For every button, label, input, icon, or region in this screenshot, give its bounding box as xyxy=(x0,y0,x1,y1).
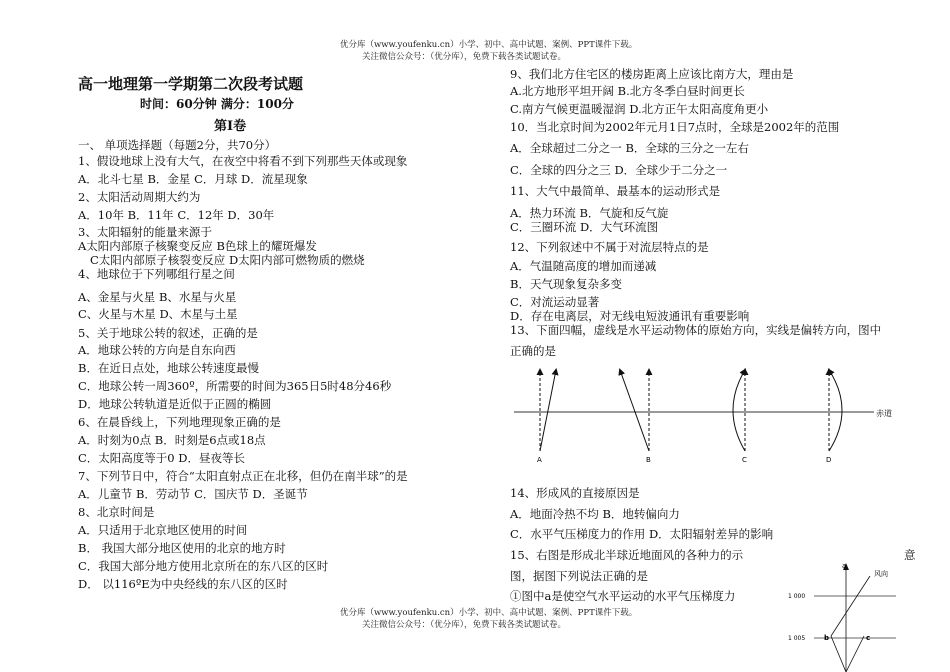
left-line: B．在近日点处，地球公转速度最慢 xyxy=(78,361,259,375)
figure-b-solid-arrow xyxy=(620,370,649,451)
right-line: 9、我们北方住宅区的楼房距离上应该比南方大，理由是 xyxy=(510,67,794,81)
left-line: 6、在晨昏线上，下列地理现象正确的是 xyxy=(78,415,281,429)
force-b-label: b xyxy=(824,634,830,642)
right-line: 14、形成风的直接原因是 xyxy=(510,486,640,500)
right-line: C．水平气压梯度力的作用 D．太阳辐射差异的影响 xyxy=(510,527,774,541)
right-line: 11、大气中最简单、最基本的运动形式是 xyxy=(510,184,721,198)
left-line: 5、关于地球公转的叙述，正确的是 xyxy=(78,326,258,340)
left-line: A．时刻为0点 B．时刻是6点或18点 xyxy=(78,433,266,447)
right-line: 图，据图下列说法正确的是 xyxy=(510,569,648,583)
left-line: A．北斗七星 B．金星 C．月球 D．流星现象 xyxy=(78,172,308,186)
left-line: A．只适用于北京地区使用的时间 xyxy=(78,523,248,537)
exam-title: 高一地理第一学期第二次段考试题 xyxy=(78,75,304,93)
right-line: 10．当北京时间为2002年元月1日7点时，全球是2002年的范围 xyxy=(510,120,840,134)
left-line: 8、北京时间是 xyxy=(78,505,155,519)
footer-line-2: 关注微信公众号：（优分库），免费下载各类试题试卷。 xyxy=(362,620,567,630)
left-line: 3、太阳辐射的能量来源于 xyxy=(78,225,212,239)
force-a-label: a xyxy=(842,562,847,570)
right-line: 12、下列叙述中不属于对流层特点的是 xyxy=(510,240,709,254)
header-line-2: 关注微信公众号：（优分库），免费下载各类试题试卷。 xyxy=(362,52,567,62)
figure-a-solid-arrow xyxy=(540,370,556,451)
left-line: A、金星与火星 B、水星与火星 xyxy=(78,290,237,304)
right-line: D．存在电离层，对无线电短波通讯有重要影响 xyxy=(510,309,750,323)
right-line: B．天气现象复杂多变 xyxy=(510,277,622,291)
figure-label-b: B xyxy=(646,456,651,464)
left-line: C．我国大部分地方使用北京所在的东八区的区时 xyxy=(78,559,329,573)
wind-label: 风向 xyxy=(874,570,888,578)
right-line: 15、右图是形成北半球近地面风的各种力的示 xyxy=(510,548,744,562)
right-line: 正确的是 xyxy=(510,344,556,358)
section-title: 第Ⅰ卷 xyxy=(214,119,247,134)
right-line: A．地面冷热不均 B．地转偏向力 xyxy=(510,507,680,521)
isobar-label-1005: 1 005 xyxy=(788,635,806,642)
left-line: C太阳内部原子核裂变反应 D太阳内部可燃物质的燃烧 xyxy=(90,253,365,267)
header-line-1: 优分库（www.youfenku.cn）小学、初中、高中试题、案例、PPT课件下载。 xyxy=(340,40,638,50)
left-line: 4、地球位于下列哪组行星之间 xyxy=(78,267,235,281)
right-line: 13、下面四幅，虚线是水平运动物体的原始方向，实线是偏转方向，图中 xyxy=(510,323,882,337)
footer-line-1: 优分库（www.youfenku.cn）小学、初中、高中试题、案例、PPT课件下载。 xyxy=(340,608,638,618)
left-line: 2、太阳活动周期大约为 xyxy=(78,190,201,204)
force-c-label: c xyxy=(866,634,871,642)
left-line: C．地球公转一周360º，所需要的时间为365日5时48分46秒 xyxy=(78,379,392,393)
left-line: 1、假设地球上没有大气，在夜空中将看不到下列那些天体或现象 xyxy=(78,154,408,168)
left-line: A．儿童节 B．劳动节 C．国庆节 D．圣诞节 xyxy=(78,487,308,501)
left-line: B． 我国大部分地区使用的北京的地方时 xyxy=(78,541,286,555)
exam-time: 时间：60分钟 满分：100分 xyxy=(140,97,294,111)
figure-c-solid-arrow xyxy=(733,370,745,451)
left-line: A．10年 B．11年 C．12年 D．30年 xyxy=(78,208,275,222)
left-line: 7、下列节日中，符合“太阳直射点正在北移，但仍在南半球”的是 xyxy=(78,469,408,483)
left-line: C．太阳高度等于0 D．昼夜等长 xyxy=(78,451,245,465)
right-line: C．三圈环流 D．大气环流图 xyxy=(510,220,659,234)
wind-direction-line xyxy=(831,576,870,636)
right-line: ①图中a是使空气水平运动的水平气压梯度力 xyxy=(510,589,736,603)
left-line: D． 以116ºE为中央经线的东八区的区时 xyxy=(78,577,288,591)
wind-force-figure xyxy=(786,560,896,672)
isobar-label-1000: 1 000 xyxy=(788,593,806,600)
right-line: A．全球超过二分之一 B．全球的三分之一左右 xyxy=(510,141,749,155)
figure-d-solid-arrow xyxy=(829,370,842,451)
right-line: C．全球的四分之三 D．全球少于二分之一 xyxy=(510,163,728,177)
right-line: C.南方气候更温暖湿润 D.北方正午太阳高度角更小 xyxy=(510,102,769,116)
deflection-figure xyxy=(508,365,903,470)
part-heading: 一、 单项选择题（每题2分，共70分） xyxy=(78,138,277,152)
left-line: A太阳内部原子核聚变反应 B色球上的耀斑爆发 xyxy=(78,239,317,253)
force-c-line xyxy=(846,636,864,672)
left-line: C、火星与木星 D、木星与土星 xyxy=(78,307,238,321)
left-line: A．地球公转的方向是自东向西 xyxy=(78,343,236,357)
force-b-line xyxy=(831,636,846,672)
right-line: 意 xyxy=(904,548,916,562)
figure-label-c: C xyxy=(742,456,747,464)
figure-label-a: A xyxy=(537,456,542,464)
right-line: A.北方地形平坦开阔 B.北方冬季白昼时间更长 xyxy=(510,84,745,98)
left-line: D．地球公转轨道是近似于正圆的椭圆 xyxy=(78,397,272,411)
right-line: A．气温随高度的增加而递减 xyxy=(510,259,657,273)
equator-label: 赤道 xyxy=(876,409,892,418)
right-line: C．对流运动显著 xyxy=(510,295,600,309)
right-line: A．热力环流 B．气旋和反气旋 xyxy=(510,206,669,220)
figure-label-d: D xyxy=(826,456,832,464)
